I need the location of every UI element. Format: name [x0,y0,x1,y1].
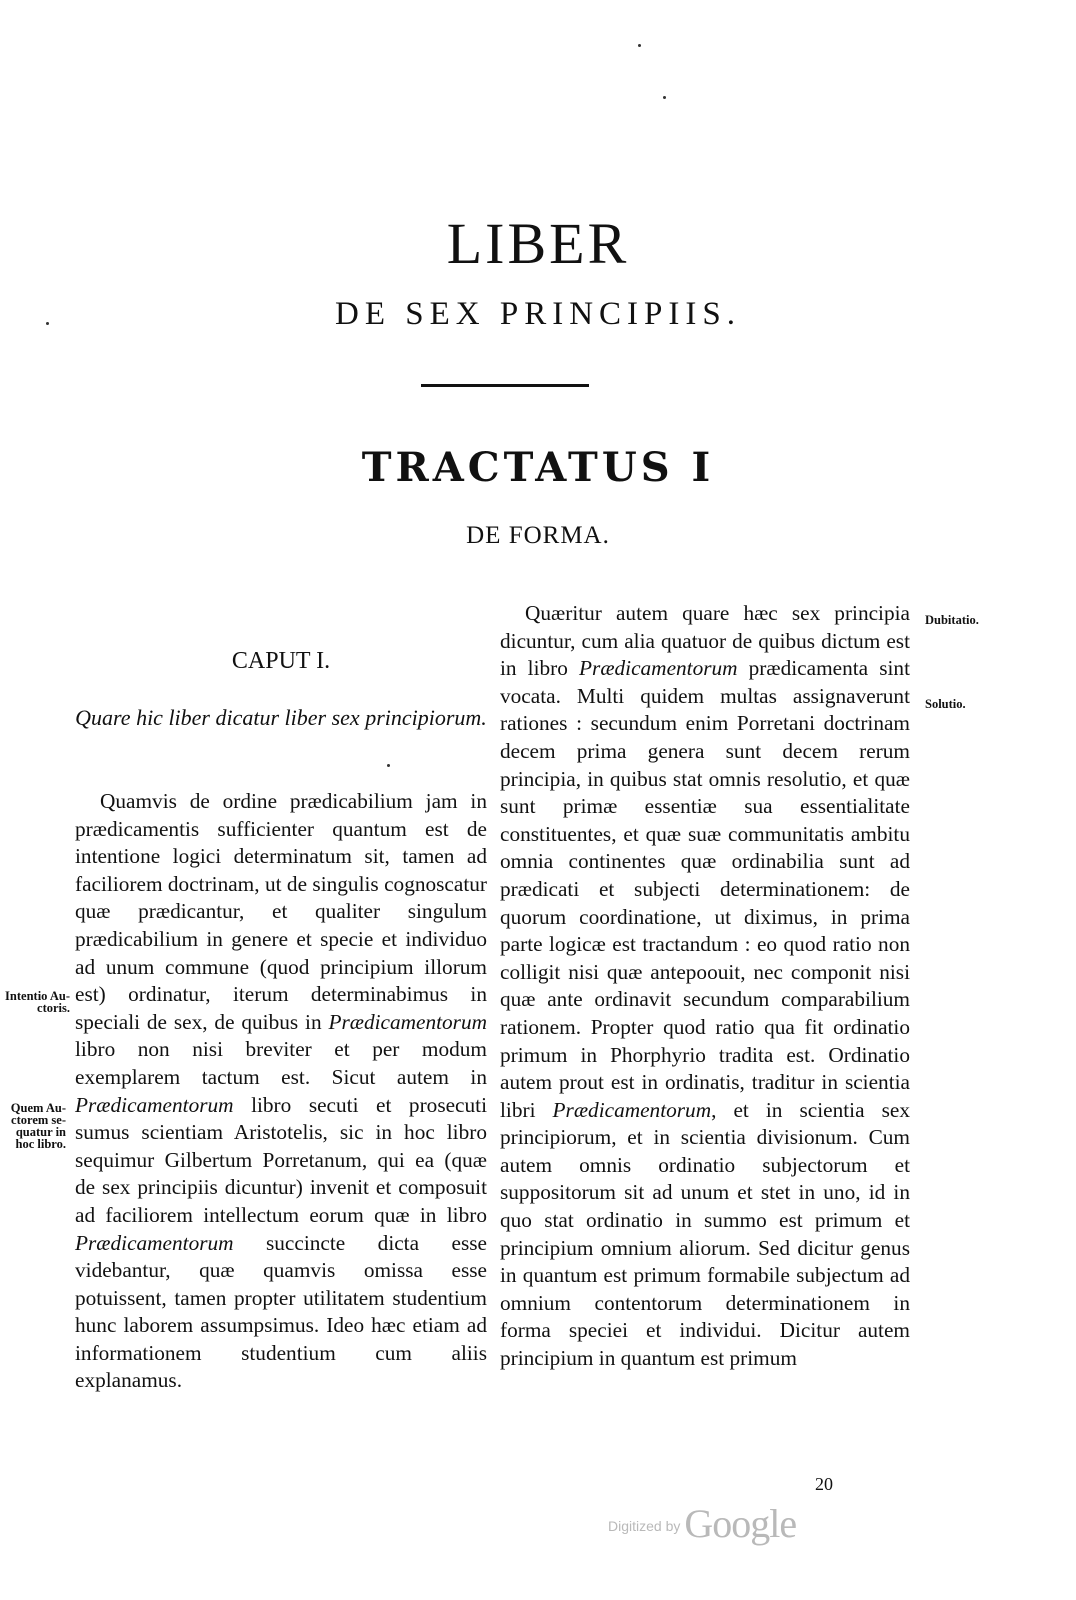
margin-note-line: Intentio Au- [5,989,70,1003]
italic-run: Prædicamentorum [75,1092,234,1117]
title-rule [421,384,589,387]
chapter-heading: CAPUT I. [231,648,331,674]
google-watermark [608,1500,796,1547]
scan-speck [638,44,641,47]
italic-run: Prædicamentorum [328,1009,487,1034]
italic-run: Prædicamentorum [552,1097,712,1122]
book-subtitle: DE SEX PRINCIPIIS. [335,296,741,332]
chapter-subtitle: Quare hic liber dicatur liber sex principiorum. [75,705,487,730]
margin-note-solutio: Solutio. [925,697,966,711]
margin-note-intentio [0,990,70,1014]
scan-speck [46,322,49,325]
text-run: prædicamenta sint vocata. Multi quidem multas assignaverunt rationes : secundum enim Porretani doctrinam decem prima genera sunt decem rerum principia, in quibus stat omnis resolutio, et quæ sunt primæ essentiæ sua essentialitate constituentes, et quæ suæ communitatis ambitu omnia continentes quæ ordinabilia sunt ad prædicati et subjecti determinationem: de quorum coordinatione, ut diximus, in prima parte logicæ est tractandum : eo quod ratio non colligit nisi quæ antepoouit, nec componit nisi quæ ante ordinavit secundum comparabilium rationem. Propter quod ratio qua fit ordinatio primum in Phorphyrio tradita est. Ordinatio autem prout est in ordinatis, traditur in scientia libri [500,656,910,1122]
margin-note-quem [0,1102,66,1150]
margin-note-dubitatio: Dubitatio. [925,613,979,627]
page-number: 20 [815,1474,833,1494]
text-run: Quamvis de ordine prædicabilium jam in prædicamentis sufficienter quantum est de intentione logici determinatum sit, tamen ad faciliorem doctrinam, ut de singulis cognoscatur quæ prædicantur, et qualiter singulum prædicabilium in genere et specie et individuo ad unum commune (quod principium illorum est) ordinatur, iterum determinabimus in speciali de sex, de quibus in [75,789,487,1034]
watermark-brand: Google [684,1501,797,1546]
left-column-text [75,788,487,1395]
margin-note-line: ctoris. [37,1001,70,1015]
tractatus-heading: TRACTATUS I [361,444,715,491]
text-run: succincte dicta esse videbantur, quæ quamvis omissa esse potuissent, tamen propter utilitatem studentium hunc laborem assumpsimus. Ideo hæc etiam ad informationem studentium cum aliis explanamus. [75,1230,487,1393]
watermark-prefix: Digitized by [608,1518,681,1534]
text-run: libro non nisi breviter et per modum exemplarem tactum est. Sicut autem in [75,1037,487,1089]
margin-note-line: quatur in [15,1125,66,1139]
margin-note-line: Quem Au- [10,1101,66,1115]
right-column-text [500,600,910,1373]
section-title: DE FORMA. [466,522,610,549]
margin-note-line: ctorem se- [11,1113,66,1127]
scan-speck [387,764,390,767]
italic-run: Prædicamentorum [579,656,738,681]
text-run: , et in scientia sex principiorum, et in scientia divisionum. Cum autem omnis ordinatio subjectorum et suppositorum sit ad unum et stet in uno, id in quo stat ordinatio in summo est primum et principium omnium aliorum. Sed dicitur genus in quantum est primum formabile subjectum ad omnium contentorum determinationem in forma speciei et individui. Dicitur autem principium in quantum est primum [500,1097,910,1371]
text-run: Quæritur autem quare hæc sex principia dicuntur, cum alia quatuor de quibus dictum est in libro [500,601,910,681]
book-title: LIBER [446,211,630,276]
italic-run: Prædicamentorum [75,1230,234,1255]
text-run: libro secuti et prosecuti sumus scientiam Aristotelis, sic in hoc libro sequimur Gilbertum Porretanum, qui ea (quæ de sex principiis dicuntur) invenit et composuit ad faciliorem intellectum eorum quæ in libro [75,1092,487,1227]
scan-speck [663,96,666,99]
margin-note-line: hoc libro. [15,1137,66,1151]
